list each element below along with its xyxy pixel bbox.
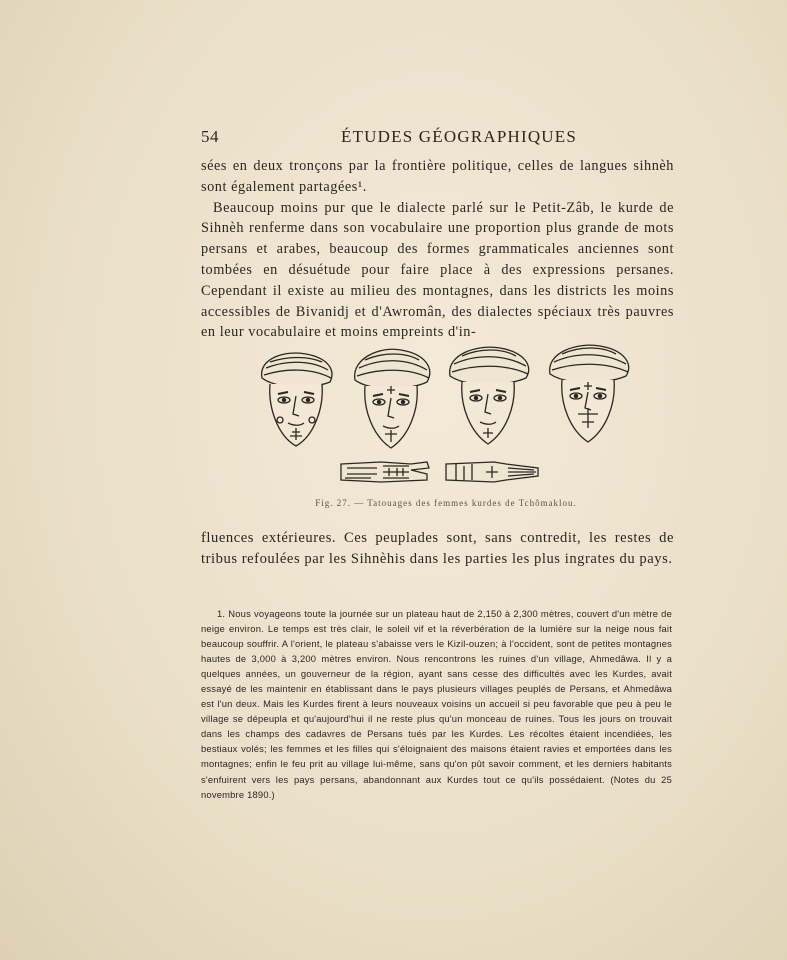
page-number: 54 <box>201 127 219 146</box>
paragraph-influences: fluences extérieures. Ces peuplades sont, sans contredit, les restes de tribus refoulées par les Sihnèhis dans les parties les plus ingrates du pays. <box>201 530 674 567</box>
tattooed-hand-right <box>446 462 538 482</box>
tattooed-face-2 <box>355 349 430 448</box>
tattoo-figure <box>246 340 646 510</box>
body-text-bottom <box>201 528 674 569</box>
running-title: ÉTUDES GÉOGRAPHIQUES <box>341 127 578 146</box>
body-text-top <box>201 156 674 343</box>
footnote-text: 1. Nous voyageons toute la journée sur un plateau haut de 2,150 à 2,300 mètres, couvert d'un mètre de neige environ. Le temps est très clair, le soleil vif et la réverbération de la lumière sur la neige nous fait beaucoup souffrir. A l'orient, le plateau s'abaisse vers le Kizil-ouzen; à l'occident, sont de petites montagnes hautes de 3,000 à 3,200 mètres environ. Nous rencontrons les ruines d'un village, Ahmedâwa. Il y a quelques années, un gouverneur de la région, ayant sans cesse des difficultés avec les Kurdes, avait essayé de les maintenir en établissant dans le pays plusieurs villages peuplés de Persans, et Ahmedâwa est l'un deux. Mais les Kurdes firent à leurs nouveaux voisins un accueil si peu favorable que peu à peu le village se dépeupla et qu'aujourd'hui il ne reste plus qu'un monceau de ruines. Tous les jours on trouvait dans les champs des cadavres de Persans tués par les Kurdes. Les récoltes étaient incendiées, les bestiaux volés; les femmes et les filles qui s'éloignaient des maisons étaient ravies et emportées dans les montagnes; enfin le feu prit au village lui-même, sans qu'on pût savoir comment, et les derniers habitants s'enfuirent vers les pays persans, abandonnant aux Kurdes tout ce qu'ils possédaient. (Notes du 25 novembre 1890.) <box>201 608 672 800</box>
paragraph-dialects: Beaucoup moins pur que le dialecte parlé sur le Petit-Zâb, le kurde de Sihnèh renferme dans son vocabulaire une proportion plus grande de mots persans et arabes, beaucoup des formes grammaticales anciennes sont tombées en désuétude pour faire place à des expressions persanes. Cependant il existe au milieu des montagnes, dans les districts les moins accessibles de Bivanidj et d'Awromân, des dialectes spéciaux très pauvres en leur vocabulaire et moins empreints d'in- <box>201 199 674 341</box>
tattooed-face-4 <box>550 345 629 442</box>
page-header <box>201 127 681 149</box>
footnote <box>201 606 672 802</box>
tattooed-face-3 <box>450 347 529 444</box>
tattoo-illustration <box>246 340 646 490</box>
figure-caption: Fig. 27. — Tatouages des femmes kurdes de Tchômaklou. <box>315 498 577 508</box>
paragraph-continuation: sées en deux tronçons par la frontière politique, celles de langues sihnèh sont également partagées¹. <box>201 158 674 195</box>
tattooed-hand-left <box>341 462 429 482</box>
tattooed-face-1 <box>262 353 332 446</box>
